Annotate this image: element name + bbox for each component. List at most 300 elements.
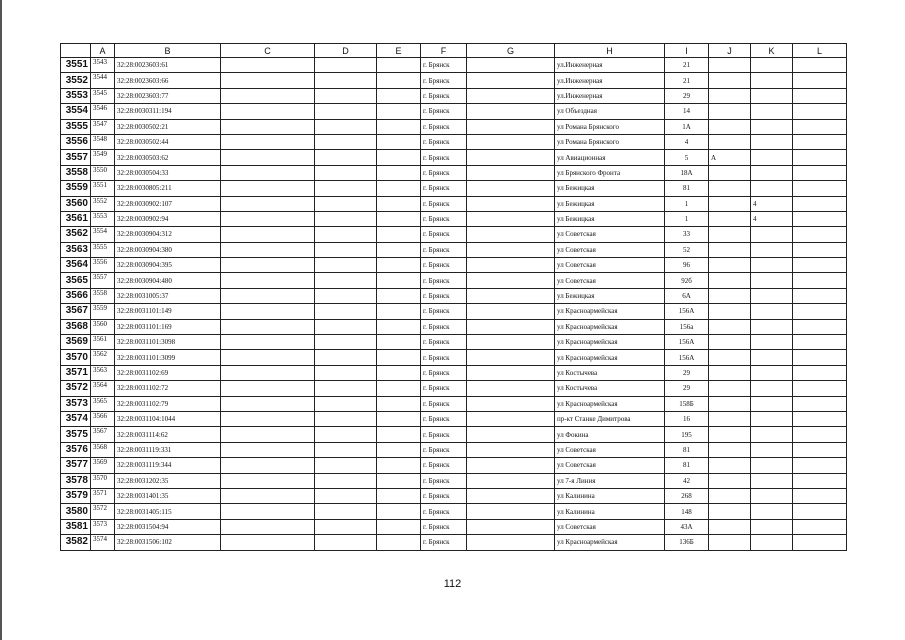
cell-d[interactable] xyxy=(315,365,377,380)
row-number[interactable]: 3556 xyxy=(61,134,91,149)
cell-d[interactable] xyxy=(315,150,377,165)
cell-g[interactable] xyxy=(467,273,555,288)
cell-h[interactable]: ул Романа Брянского xyxy=(555,119,665,134)
cell-i[interactable]: 42 xyxy=(665,473,709,488)
cell-h[interactable]: ул Калинина xyxy=(555,488,665,503)
cell-d[interactable] xyxy=(315,134,377,149)
column-header[interactable]: E xyxy=(377,44,421,58)
cell-f[interactable]: г. Брянск xyxy=(421,288,467,303)
cell-g[interactable] xyxy=(467,488,555,503)
cell-a[interactable]: 3560 xyxy=(91,319,115,334)
cell-d[interactable] xyxy=(315,88,377,103)
cell-k[interactable]: 4 xyxy=(751,211,793,226)
cell-j[interactable] xyxy=(709,304,751,319)
cell-c[interactable] xyxy=(221,535,315,550)
cell-i[interactable]: 156А xyxy=(665,350,709,365)
cell-e[interactable] xyxy=(377,519,421,534)
cell-g[interactable] xyxy=(467,104,555,119)
cell-f[interactable]: г. Брянск xyxy=(421,258,467,273)
cell-l[interactable] xyxy=(793,319,847,334)
cell-i[interactable]: 18А xyxy=(665,165,709,180)
cell-k[interactable] xyxy=(751,519,793,534)
cell-d[interactable] xyxy=(315,165,377,180)
cell-k[interactable] xyxy=(751,504,793,519)
cell-b[interactable]: 32:28:0030904:395 xyxy=(115,258,221,273)
cell-k[interactable] xyxy=(751,73,793,88)
row-number[interactable]: 3565 xyxy=(61,273,91,288)
row-number[interactable]: 3581 xyxy=(61,519,91,534)
cell-a[interactable]: 3566 xyxy=(91,411,115,426)
cell-f[interactable]: г. Брянск xyxy=(421,119,467,134)
cell-i[interactable]: 268 xyxy=(665,488,709,503)
cell-l[interactable] xyxy=(793,442,847,457)
cell-j[interactable] xyxy=(709,411,751,426)
cell-i[interactable]: 156а xyxy=(665,319,709,334)
cell-k[interactable] xyxy=(751,458,793,473)
cell-d[interactable] xyxy=(315,350,377,365)
cell-a[interactable]: 3543 xyxy=(91,58,115,73)
cell-b[interactable]: 32:28:0031506:102 xyxy=(115,535,221,550)
column-header[interactable]: D xyxy=(315,44,377,58)
cell-b[interactable]: 32:28:0030904:380 xyxy=(115,242,221,257)
cell-e[interactable] xyxy=(377,211,421,226)
cell-a[interactable]: 3569 xyxy=(91,458,115,473)
cell-c[interactable] xyxy=(221,427,315,442)
cell-f[interactable]: г. Брянск xyxy=(421,181,467,196)
cell-h[interactable]: ул Красноармейская xyxy=(555,350,665,365)
cell-k[interactable] xyxy=(751,288,793,303)
cell-c[interactable] xyxy=(221,519,315,534)
cell-a[interactable]: 3546 xyxy=(91,104,115,119)
cell-g[interactable] xyxy=(467,365,555,380)
cell-d[interactable] xyxy=(315,442,377,457)
row-number[interactable]: 3559 xyxy=(61,181,91,196)
cell-f[interactable]: г. Брянск xyxy=(421,365,467,380)
cell-h[interactable]: ул Красноармейская xyxy=(555,335,665,350)
cell-i[interactable]: 1А xyxy=(665,119,709,134)
cell-c[interactable] xyxy=(221,442,315,457)
cell-i[interactable]: 16 xyxy=(665,411,709,426)
cell-b[interactable]: 32:28:0030904:480 xyxy=(115,273,221,288)
cell-d[interactable] xyxy=(315,181,377,196)
cell-j[interactable] xyxy=(709,73,751,88)
cell-k[interactable] xyxy=(751,473,793,488)
cell-l[interactable] xyxy=(793,273,847,288)
cell-j[interactable] xyxy=(709,442,751,457)
cell-f[interactable]: г. Брянск xyxy=(421,227,467,242)
cell-f[interactable]: г. Брянск xyxy=(421,458,467,473)
cell-g[interactable] xyxy=(467,181,555,196)
cell-j[interactable] xyxy=(709,119,751,134)
cell-a[interactable]: 3571 xyxy=(91,488,115,503)
row-number[interactable]: 3570 xyxy=(61,350,91,365)
cell-f[interactable]: г. Брянск xyxy=(421,381,467,396)
cell-e[interactable] xyxy=(377,104,421,119)
cell-j[interactable]: А xyxy=(709,150,751,165)
cell-a[interactable]: 3555 xyxy=(91,242,115,257)
cell-a[interactable]: 3553 xyxy=(91,211,115,226)
cell-f[interactable]: г. Брянск xyxy=(421,165,467,180)
cell-e[interactable] xyxy=(377,458,421,473)
column-header[interactable]: J xyxy=(709,44,751,58)
cell-e[interactable] xyxy=(377,319,421,334)
cell-b[interactable]: 32:28:0031101:3098 xyxy=(115,335,221,350)
cell-h[interactable]: ул Бежицкая xyxy=(555,181,665,196)
cell-i[interactable]: 14 xyxy=(665,104,709,119)
cell-j[interactable] xyxy=(709,181,751,196)
cell-j[interactable] xyxy=(709,488,751,503)
cell-a[interactable]: 3561 xyxy=(91,335,115,350)
cell-b[interactable]: 32:28:0031101:149 xyxy=(115,304,221,319)
cell-d[interactable] xyxy=(315,242,377,257)
cell-g[interactable] xyxy=(467,211,555,226)
cell-d[interactable] xyxy=(315,319,377,334)
cell-c[interactable] xyxy=(221,473,315,488)
cell-a[interactable]: 3568 xyxy=(91,442,115,457)
cell-c[interactable] xyxy=(221,150,315,165)
cell-b[interactable]: 32:28:0031114:62 xyxy=(115,427,221,442)
cell-c[interactable] xyxy=(221,104,315,119)
cell-b[interactable]: 32:28:0030902:107 xyxy=(115,196,221,211)
cell-l[interactable] xyxy=(793,381,847,396)
cell-l[interactable] xyxy=(793,165,847,180)
row-number[interactable]: 3563 xyxy=(61,242,91,257)
cell-j[interactable] xyxy=(709,335,751,350)
cell-h[interactable]: ул Бежицкая xyxy=(555,211,665,226)
cell-c[interactable] xyxy=(221,196,315,211)
cell-j[interactable] xyxy=(709,196,751,211)
cell-l[interactable] xyxy=(793,150,847,165)
row-number[interactable]: 3575 xyxy=(61,427,91,442)
cell-i[interactable]: 136Б xyxy=(665,535,709,550)
cell-h[interactable]: ул Брянского Фронта xyxy=(555,165,665,180)
cell-a[interactable]: 3545 xyxy=(91,88,115,103)
cell-g[interactable] xyxy=(467,58,555,73)
cell-b[interactable]: 32:28:0030311:194 xyxy=(115,104,221,119)
cell-l[interactable] xyxy=(793,73,847,88)
row-number[interactable]: 3560 xyxy=(61,196,91,211)
cell-g[interactable] xyxy=(467,319,555,334)
cell-c[interactable] xyxy=(221,258,315,273)
cell-a[interactable]: 3548 xyxy=(91,134,115,149)
cell-a[interactable]: 3565 xyxy=(91,396,115,411)
cell-c[interactable] xyxy=(221,381,315,396)
row-number[interactable]: 3567 xyxy=(61,304,91,319)
cell-d[interactable] xyxy=(315,535,377,550)
cell-k[interactable] xyxy=(751,258,793,273)
cell-h[interactable]: ул Бежицкая xyxy=(555,288,665,303)
cell-k[interactable] xyxy=(751,227,793,242)
cell-c[interactable] xyxy=(221,88,315,103)
cell-d[interactable] xyxy=(315,304,377,319)
cell-e[interactable] xyxy=(377,242,421,257)
cell-b[interactable]: 32:28:0030502:21 xyxy=(115,119,221,134)
cell-i[interactable]: 156А xyxy=(665,304,709,319)
cell-l[interactable] xyxy=(793,519,847,534)
cell-c[interactable] xyxy=(221,396,315,411)
cell-e[interactable] xyxy=(377,335,421,350)
cell-k[interactable] xyxy=(751,381,793,396)
column-header[interactable]: F xyxy=(421,44,467,58)
row-number[interactable]: 3569 xyxy=(61,335,91,350)
cell-d[interactable] xyxy=(315,488,377,503)
cell-i[interactable]: 29 xyxy=(665,381,709,396)
cell-k[interactable] xyxy=(751,350,793,365)
cell-e[interactable] xyxy=(377,73,421,88)
cell-e[interactable] xyxy=(377,350,421,365)
cell-c[interactable] xyxy=(221,504,315,519)
cell-b[interactable]: 32:28:0023603:61 xyxy=(115,58,221,73)
cell-d[interactable] xyxy=(315,258,377,273)
cell-b[interactable]: 32:28:0030502:44 xyxy=(115,134,221,149)
cell-k[interactable] xyxy=(751,411,793,426)
cell-l[interactable] xyxy=(793,365,847,380)
cell-h[interactable]: ул Советская xyxy=(555,458,665,473)
cell-h[interactable]: ул Советская xyxy=(555,258,665,273)
cell-a[interactable]: 3572 xyxy=(91,504,115,519)
cell-k[interactable] xyxy=(751,319,793,334)
cell-i[interactable]: 81 xyxy=(665,442,709,457)
cell-j[interactable] xyxy=(709,350,751,365)
cell-h[interactable]: ул.Инженерная xyxy=(555,73,665,88)
cell-e[interactable] xyxy=(377,196,421,211)
cell-e[interactable] xyxy=(377,411,421,426)
cell-l[interactable] xyxy=(793,58,847,73)
cell-i[interactable]: 52 xyxy=(665,242,709,257)
cell-h[interactable]: ул Красноармейская xyxy=(555,304,665,319)
cell-f[interactable]: г. Брянск xyxy=(421,350,467,365)
cell-e[interactable] xyxy=(377,88,421,103)
row-number[interactable]: 3562 xyxy=(61,227,91,242)
cell-j[interactable] xyxy=(709,365,751,380)
column-header[interactable]: C xyxy=(221,44,315,58)
cell-k[interactable] xyxy=(751,488,793,503)
column-header[interactable]: K xyxy=(751,44,793,58)
cell-h[interactable]: пр-кт Станке Димитрова xyxy=(555,411,665,426)
cell-b[interactable]: 32:28:0031102:69 xyxy=(115,365,221,380)
cell-c[interactable] xyxy=(221,458,315,473)
cell-h[interactable]: ул Фокина xyxy=(555,427,665,442)
cell-f[interactable]: г. Брянск xyxy=(421,411,467,426)
cell-l[interactable] xyxy=(793,88,847,103)
cell-j[interactable] xyxy=(709,165,751,180)
cell-f[interactable]: г. Брянск xyxy=(421,211,467,226)
cell-d[interactable] xyxy=(315,335,377,350)
cell-g[interactable] xyxy=(467,227,555,242)
cell-g[interactable] xyxy=(467,258,555,273)
cell-f[interactable]: г. Брянск xyxy=(421,504,467,519)
cell-l[interactable] xyxy=(793,535,847,550)
cell-d[interactable] xyxy=(315,73,377,88)
cell-k[interactable] xyxy=(751,242,793,257)
cell-d[interactable] xyxy=(315,396,377,411)
column-header[interactable]: L xyxy=(793,44,847,58)
cell-g[interactable] xyxy=(467,396,555,411)
cell-h[interactable]: ул.Инженерная xyxy=(555,58,665,73)
cell-b[interactable]: 32:28:0031405:115 xyxy=(115,504,221,519)
cell-b[interactable]: 32:28:0031504:94 xyxy=(115,519,221,534)
cell-b[interactable]: 32:28:0023603:66 xyxy=(115,73,221,88)
cell-b[interactable]: 32:28:0030904:312 xyxy=(115,227,221,242)
cell-i[interactable]: 21 xyxy=(665,58,709,73)
cell-i[interactable]: 43А xyxy=(665,519,709,534)
cell-c[interactable] xyxy=(221,211,315,226)
cell-b[interactable]: 32:28:0031401:35 xyxy=(115,488,221,503)
row-number[interactable]: 3568 xyxy=(61,319,91,334)
cell-j[interactable] xyxy=(709,396,751,411)
row-number[interactable]: 3571 xyxy=(61,365,91,380)
row-number[interactable]: 3551 xyxy=(61,58,91,73)
cell-l[interactable] xyxy=(793,488,847,503)
cell-a[interactable]: 3551 xyxy=(91,181,115,196)
cell-b[interactable]: 32:28:0023603:77 xyxy=(115,88,221,103)
cell-d[interactable] xyxy=(315,288,377,303)
cell-k[interactable] xyxy=(751,273,793,288)
cell-g[interactable] xyxy=(467,119,555,134)
cell-h[interactable]: ул Романа Брянского xyxy=(555,134,665,149)
cell-e[interactable] xyxy=(377,304,421,319)
cell-f[interactable]: г. Брянск xyxy=(421,519,467,534)
cell-h[interactable]: ул.Инженерная xyxy=(555,88,665,103)
cell-l[interactable] xyxy=(793,411,847,426)
cell-a[interactable]: 3550 xyxy=(91,165,115,180)
cell-b[interactable]: 32:28:0031119:344 xyxy=(115,458,221,473)
row-number[interactable]: 3564 xyxy=(61,258,91,273)
cell-j[interactable] xyxy=(709,211,751,226)
cell-e[interactable] xyxy=(377,273,421,288)
cell-e[interactable] xyxy=(377,288,421,303)
cell-e[interactable] xyxy=(377,396,421,411)
cell-f[interactable]: г. Брянск xyxy=(421,396,467,411)
cell-f[interactable]: г. Брянск xyxy=(421,319,467,334)
cell-l[interactable] xyxy=(793,427,847,442)
cell-e[interactable] xyxy=(377,165,421,180)
cell-a[interactable]: 3558 xyxy=(91,288,115,303)
cell-f[interactable]: г. Брянск xyxy=(421,304,467,319)
cell-g[interactable] xyxy=(467,242,555,257)
cell-g[interactable] xyxy=(467,504,555,519)
cell-f[interactable]: г. Брянск xyxy=(421,427,467,442)
cell-d[interactable] xyxy=(315,411,377,426)
cell-j[interactable] xyxy=(709,58,751,73)
cell-h[interactable]: ул Советская xyxy=(555,242,665,257)
cell-j[interactable] xyxy=(709,519,751,534)
cell-k[interactable] xyxy=(751,442,793,457)
cell-k[interactable] xyxy=(751,427,793,442)
cell-g[interactable] xyxy=(467,473,555,488)
column-header[interactable]: I xyxy=(665,44,709,58)
cell-g[interactable] xyxy=(467,196,555,211)
cell-l[interactable] xyxy=(793,181,847,196)
cell-h[interactable]: ул Бежицкая xyxy=(555,196,665,211)
cell-d[interactable] xyxy=(315,273,377,288)
cell-c[interactable] xyxy=(221,319,315,334)
cell-j[interactable] xyxy=(709,381,751,396)
cell-i[interactable]: 81 xyxy=(665,181,709,196)
cell-c[interactable] xyxy=(221,181,315,196)
cell-f[interactable]: г. Брянск xyxy=(421,150,467,165)
column-header[interactable]: A xyxy=(91,44,115,58)
cell-e[interactable] xyxy=(377,134,421,149)
cell-l[interactable] xyxy=(793,227,847,242)
cell-i[interactable]: 5 xyxy=(665,150,709,165)
cell-h[interactable]: ул Красноармейская xyxy=(555,319,665,334)
cell-j[interactable] xyxy=(709,227,751,242)
cell-b[interactable]: 32:28:0031202:35 xyxy=(115,473,221,488)
cell-c[interactable] xyxy=(221,273,315,288)
cell-k[interactable] xyxy=(751,165,793,180)
cell-c[interactable] xyxy=(221,242,315,257)
cell-e[interactable] xyxy=(377,535,421,550)
cell-c[interactable] xyxy=(221,365,315,380)
cell-k[interactable] xyxy=(751,58,793,73)
cell-b[interactable]: 32:28:0030503:62 xyxy=(115,150,221,165)
cell-c[interactable] xyxy=(221,288,315,303)
cell-d[interactable] xyxy=(315,211,377,226)
cell-g[interactable] xyxy=(467,335,555,350)
cell-h[interactable]: ул Костычева xyxy=(555,381,665,396)
cell-h[interactable]: ул Красноармейская xyxy=(555,535,665,550)
cell-i[interactable]: 29 xyxy=(665,88,709,103)
cell-g[interactable] xyxy=(467,411,555,426)
cell-a[interactable]: 3573 xyxy=(91,519,115,534)
cell-e[interactable] xyxy=(377,381,421,396)
row-number[interactable]: 3580 xyxy=(61,504,91,519)
cell-c[interactable] xyxy=(221,335,315,350)
cell-e[interactable] xyxy=(377,227,421,242)
cell-a[interactable]: 3552 xyxy=(91,196,115,211)
cell-d[interactable] xyxy=(315,427,377,442)
cell-b[interactable]: 32:28:0031102:72 xyxy=(115,381,221,396)
cell-a[interactable]: 3563 xyxy=(91,365,115,380)
row-number[interactable]: 3579 xyxy=(61,488,91,503)
cell-e[interactable] xyxy=(377,427,421,442)
cell-a[interactable]: 3562 xyxy=(91,350,115,365)
cell-i[interactable]: 158Б xyxy=(665,396,709,411)
cell-j[interactable] xyxy=(709,88,751,103)
cell-k[interactable] xyxy=(751,335,793,350)
cell-h[interactable]: ул Советская xyxy=(555,519,665,534)
cell-g[interactable] xyxy=(467,458,555,473)
cell-d[interactable] xyxy=(315,196,377,211)
cell-j[interactable] xyxy=(709,473,751,488)
cell-c[interactable] xyxy=(221,73,315,88)
cell-d[interactable] xyxy=(315,458,377,473)
cell-g[interactable] xyxy=(467,519,555,534)
cell-d[interactable] xyxy=(315,473,377,488)
cell-a[interactable]: 3574 xyxy=(91,535,115,550)
cell-g[interactable] xyxy=(467,350,555,365)
cell-h[interactable]: ул Советская xyxy=(555,442,665,457)
cell-k[interactable] xyxy=(751,535,793,550)
cell-a[interactable]: 3559 xyxy=(91,304,115,319)
cell-b[interactable]: 32:28:0031104:1044 xyxy=(115,411,221,426)
cell-e[interactable] xyxy=(377,504,421,519)
row-number[interactable]: 3572 xyxy=(61,381,91,396)
cell-e[interactable] xyxy=(377,119,421,134)
cell-f[interactable]: г. Брянск xyxy=(421,58,467,73)
cell-i[interactable]: 1 xyxy=(665,196,709,211)
cell-k[interactable] xyxy=(751,365,793,380)
cell-i[interactable]: 81 xyxy=(665,458,709,473)
cell-h[interactable]: ул Красноармейская xyxy=(555,396,665,411)
cell-f[interactable]: г. Брянск xyxy=(421,196,467,211)
column-header[interactable]: B xyxy=(115,44,221,58)
cell-j[interactable] xyxy=(709,134,751,149)
cell-e[interactable] xyxy=(377,473,421,488)
cell-c[interactable] xyxy=(221,134,315,149)
cell-c[interactable] xyxy=(221,488,315,503)
